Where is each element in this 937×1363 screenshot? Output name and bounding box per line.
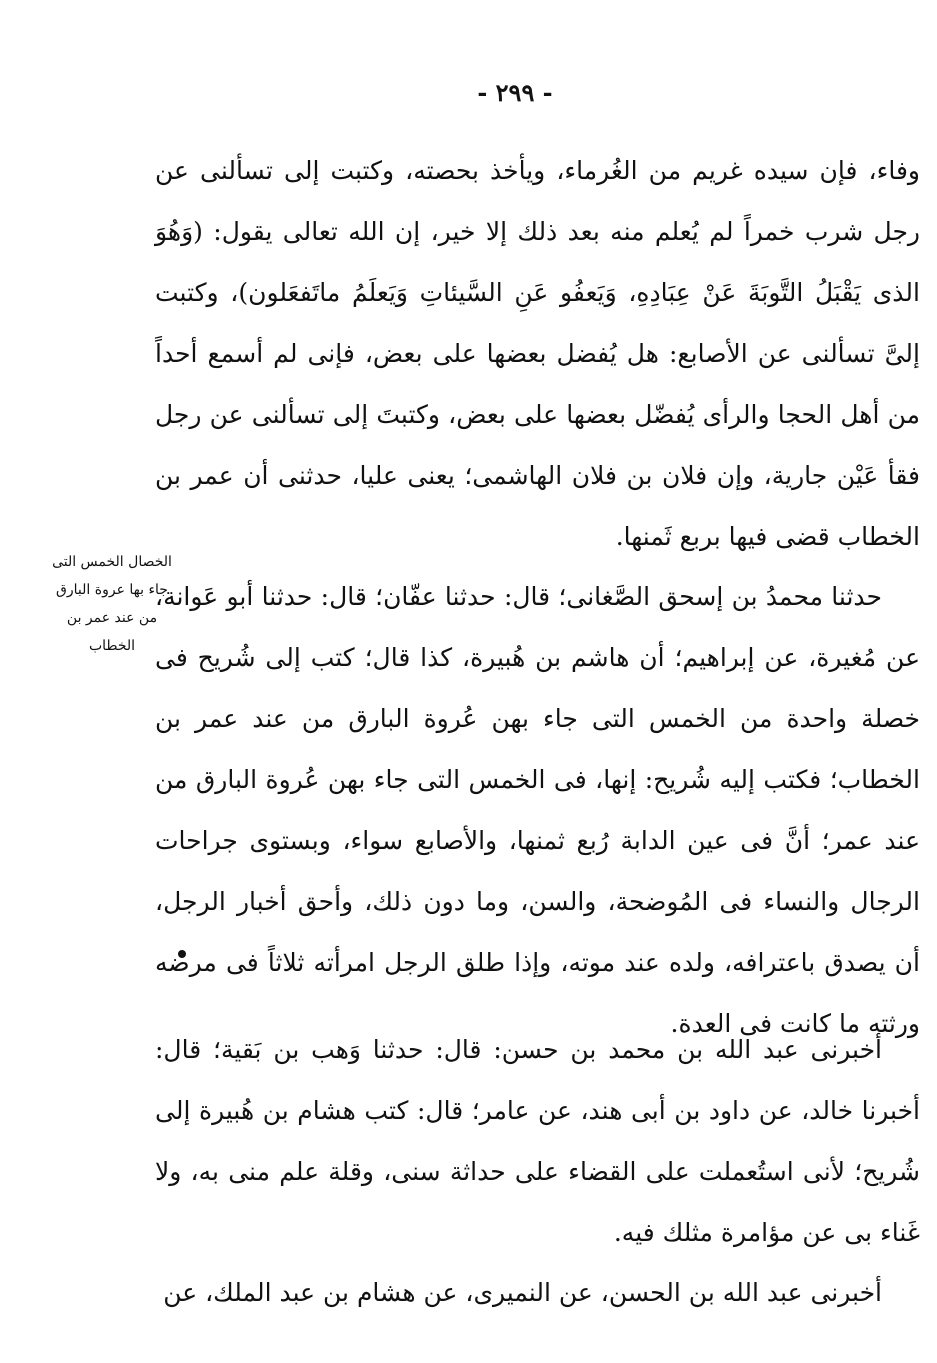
margin-note: الخصال الخمس التى جاء بها عروة البارق من عند عمر بن الخطاب xyxy=(52,554,172,654)
paragraph-letter-continuation: وفاء، فإن سيده غريم من الغُرماء، ويأخذ بحصته، وكتبت إلى تسألنى عن رجل شرب خمراً لم يُعلم منه بعد ذلك إلا خير، إن الله تعالى يقول: (وَهُوَ الذى يَقْبَلُ التَّوبَةَ عَنْ عِبَادِهِ، وَيَعفُو عَنِ السَّيئاتِ وَيَعلَمُ ماتَفعَلون)، وكتبت إلىَّ تسألنى عن الأصابع: هل يُفضل بعضها على بعض، فإنى لم أسمع أحداً من أهل الحجا والرأى يُفضّل بعضها على بعض، وكتبتَ إلى تسألنى عن رجل فقأ عَيْن جارية، وإن فلان بن فلان الهاشمى؛ يعنى عليا، حدثنى أن عمر بن الخطاب قضى فيها بربع ثَمنها. xyxy=(155,156,920,551)
paragraph-shurayh-five-traits: حدثنا محمدُ بن إسحق الصَّغانى؛ قال: حدثنا عفّان؛ قال: حدثنا أبو عَوانة، عن مُغيرة، عن إبراهيم؛ أن هاشم بن هُبيرة، كذا قال؛ كتب إلى شُريح فى خصلة واحدة من الخمس التى جاء بهن عُروة البارق من عند عمر بن الخطاب؛ فكتب إليه شُريح: إنها، فى الخمس التى جاء بهن عُروة البارق من عند عمر؛ أنَّ فى عين الدابة رُبع ثمنها، والأصابع سواء، وبستوى جراحات الرجال والنساء فى المُوضحة، والسن، وما دون ذلك، وأحق أخبار الرجل، أن يصدق باعترافه، ولده عند موته، وإذا طلق الرجل امرأته ثلاثاً فى مرضه ورثته ما كانت فى العدة. xyxy=(155,582,920,1038)
text-block-4 xyxy=(155,1262,920,1323)
page-number: - ٢٩٩ - xyxy=(477,78,553,107)
paragraph-hisham-letter: أخبرنى عبد الله بن محمد بن حسن: قال: حدثنا وَهب بن بَقية؛ قال: أخبرنا خالد، عن داود بن أبى هند، عن عامر؛ قال: كتب هشام بن هُبيرة إلى شُريح؛ لأنى استُعملت على القضاء على حداثة سنى، وقلة علم منى به، ولا غَناء بى عن مؤامرة مثلك فيه. xyxy=(155,1035,920,1247)
paragraph-final-line: أخبرنى عبد الله بن الحسن، عن النميرى، عن هشام بن عبد الملك، عن xyxy=(163,1278,882,1307)
text-block-2 xyxy=(155,566,920,1054)
text-block-3 xyxy=(155,1019,920,1263)
text-block-1 xyxy=(155,140,920,567)
